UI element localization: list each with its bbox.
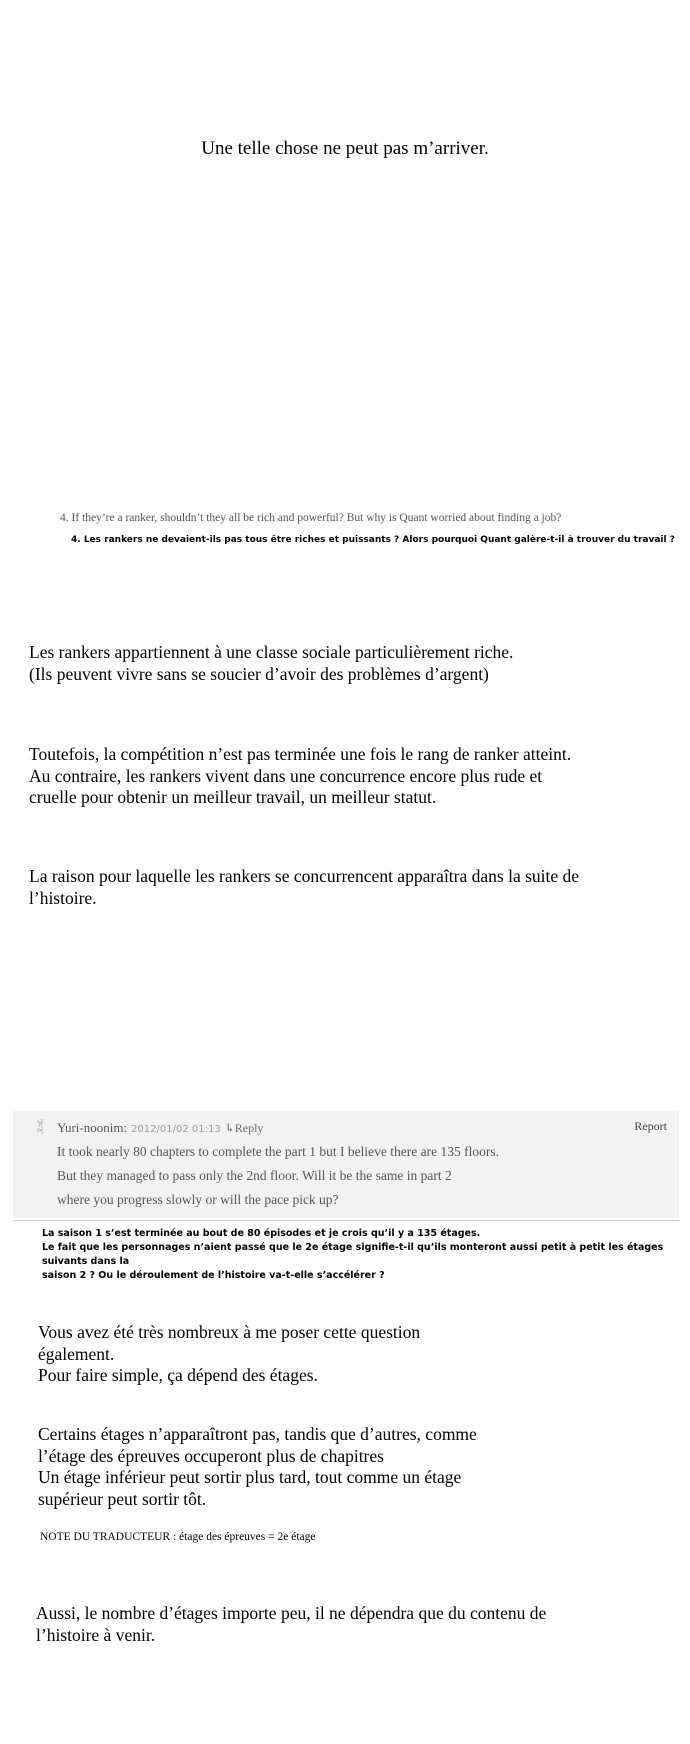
comment-line: But they managed to pass only the 2nd floor. Will it be the same in part 2 [57, 1168, 452, 1183]
translator-note: NOTE DU TRADUCTEUR : étage des épreuves = 2e étage [40, 1531, 316, 1543]
comment-box [13, 1111, 679, 1218]
comment-translation: La saison 1 s’est terminée au bout de 80 épisodes et je crois qu’il y a 135 étages. Le fait que les personnages n’aient passé que le 2e étage signifie-t-il qu’ils monteront aussi petit à petit les étages suivants dans la saison 2 ? Ou le déroulement de l’histoire va-t-elle s’accélérer ? [42, 1228, 664, 1281]
answer-paragraph: Toutefois, la compétition n’est pas terminée une fois le rang de ranker atteint. Au contraire, les rankers vivent dans une concurrence encore plus rude et cruelle pour obtenir un meilleur travail, un meilleur statut. [29, 744, 572, 807]
question-french: 4. Les rankers ne devaient-ils pas tous être riches et puissants ? Alors pourquoi Quant galère-t-il à trouver du travail ? [71, 535, 675, 545]
answer-paragraph: La raison pour laquelle les rankers se concurrencent apparaîtra dans la suite de l’histoire. [29, 866, 580, 908]
answer-paragraph: Vous avez été très nombreux à me poser cette question également. Pour faire simple, ça dépend des étages. [38, 1322, 421, 1385]
comment-date: 2012/01/02 01:13 [131, 1124, 221, 1135]
comment-line: It took nearly 80 chapters to complete the part 1 but I believe there are 135 floors. [57, 1144, 499, 1159]
answer-paragraph: Les rankers appartiennent à une classe sociale particulièrement riche. (Ils peuvent vivre sans se soucier d’avoir des problèmes d’argent) [29, 642, 514, 684]
comment-author[interactable]: Yuri-noonim: [57, 1120, 128, 1135]
divider [13, 1220, 679, 1221]
comment-header [57, 1119, 263, 1137]
comment-line: where you progress slowly or will the pace pick up? [57, 1192, 339, 1207]
answer-paragraph: Certains étages n’apparaîtront pas, tandis que d’autres, comme l’étage des épreuves occuperont plus de chapitres Un étage inférieur peut sortir plus tard, tout comme un étage supérieur peut sortir tôt. [38, 1424, 477, 1509]
avatar: 님 여 [36, 1119, 44, 1135]
page-title: Une telle chose ne peut pas m’arriver. [201, 138, 489, 159]
reply-link[interactable]: ↳Reply [224, 1121, 264, 1135]
question-english: 4. If they’re a ranker, shouldn’t they all be rich and powerful? But why is Quant worried about finding a job? [60, 512, 562, 524]
report-link[interactable]: Report [634, 1119, 667, 1133]
answer-paragraph: Aussi, le nombre d’étages importe peu, il ne dépendra que du contenu de l’histoire à venir. [36, 1603, 547, 1645]
